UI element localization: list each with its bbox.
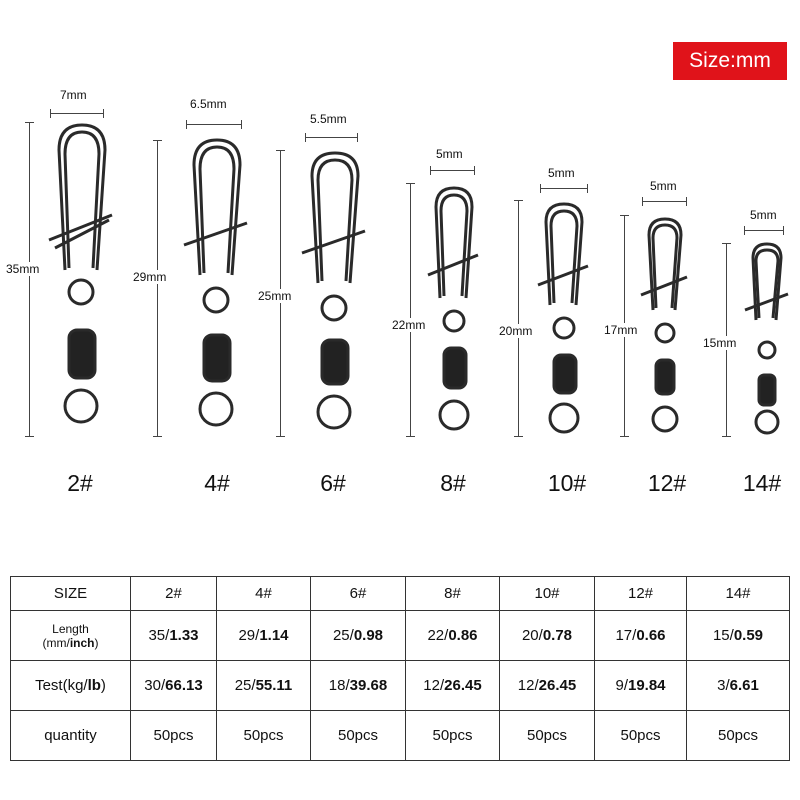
table-header-row — [11, 577, 790, 611]
size-label-4: 4# — [204, 470, 230, 496]
table-header-cell: 8# — [406, 577, 500, 611]
length-label-2: 35mm — [6, 262, 40, 276]
length-label-12: 17mm — [604, 323, 638, 337]
length-label-4: 29mm — [133, 270, 167, 284]
length-unit-suffix: ) — [94, 635, 99, 650]
table-header-cell: 14# — [687, 577, 790, 611]
width-dimension-line — [744, 230, 784, 231]
length-cell: 15/0.59 — [687, 611, 790, 661]
swivel-icon-8 — [420, 183, 490, 438]
test-cell: 25/55.11 — [217, 661, 311, 711]
length-dimension-line — [410, 183, 411, 437]
table-header-cell: 2# — [131, 577, 217, 611]
width-label-2: 7mm — [60, 88, 87, 102]
swivel-icon-6 — [290, 148, 380, 438]
length-dimension-line — [157, 140, 158, 437]
width-dimension-line — [430, 170, 475, 171]
table-header-cell: 12# — [595, 577, 687, 611]
swivel-icon-4 — [172, 135, 262, 435]
length-label-6: 25mm — [258, 289, 292, 303]
test-cell: 18/39.68 — [311, 661, 406, 711]
length-cell: 25/0.98 — [311, 611, 406, 661]
table-row-quantity — [11, 711, 790, 761]
size-label-10: 10# — [547, 470, 587, 496]
quantity-cell: 50pcs — [595, 711, 687, 761]
table-header-cell: 10# — [500, 577, 595, 611]
length-unit-prefix: (mm/ — [42, 635, 70, 650]
spec-table — [10, 576, 790, 761]
width-label-8: 5mm — [436, 147, 463, 161]
test-cell: 9/19.84 — [595, 661, 687, 711]
quantity-cell: 50pcs — [131, 711, 217, 761]
width-label-14: 5mm — [750, 208, 777, 222]
width-label-10: 5mm — [548, 166, 575, 180]
unit-badge: Size:mm — [673, 42, 787, 80]
length-cell: 17/0.66 — [595, 611, 687, 661]
width-label-4: 6.5mm — [190, 97, 227, 111]
width-dimension-line — [305, 137, 358, 138]
swivel-icon-2 — [37, 120, 127, 440]
size-label-8: 8# — [440, 470, 466, 496]
length-label-8: 22mm — [392, 318, 426, 332]
width-dimension-line — [186, 124, 242, 125]
swivel-icon-14 — [740, 240, 795, 440]
quantity-cell: 50pcs — [406, 711, 500, 761]
table-header-cell: SIZE — [11, 577, 131, 611]
width-dimension-line — [642, 201, 687, 202]
row-label-test: Test(kg/lb) — [11, 661, 131, 711]
quantity-cell: 50pcs — [687, 711, 790, 761]
table-header-cell: 4# — [217, 577, 311, 611]
quantity-cell: 50pcs — [217, 711, 311, 761]
size-label-2: 2# — [67, 470, 93, 496]
length-cell: 29/1.14 — [217, 611, 311, 661]
quantity-cell: 50pcs — [500, 711, 595, 761]
quantity-cell: 50pcs — [311, 711, 406, 761]
table-header-cell: 6# — [311, 577, 406, 611]
table-row-length — [11, 611, 790, 661]
width-dimension-line — [50, 113, 104, 114]
width-dimension-line — [540, 188, 588, 189]
length-unit-bold: inch — [69, 635, 95, 650]
swivel-icon-12 — [635, 215, 695, 440]
length-label: Length — [52, 621, 89, 636]
row-label-quantity: quantity — [11, 711, 131, 761]
test-cell: 12/26.45 — [500, 661, 595, 711]
test-cell: 30/66.13 — [131, 661, 217, 711]
size-label-14: 14# — [742, 470, 782, 496]
length-cell: 22/0.86 — [406, 611, 500, 661]
length-cell: 20/0.78 — [500, 611, 595, 661]
width-label-6: 5.5mm — [310, 112, 347, 126]
row-label-length — [11, 611, 131, 661]
length-label-10: 20mm — [499, 324, 533, 338]
test-cell: 3/6.61 — [687, 661, 790, 711]
table-row-test — [11, 661, 790, 711]
size-label-6: 6# — [320, 470, 346, 496]
length-dimension-line — [29, 122, 30, 437]
size-label-12: 12# — [647, 470, 687, 496]
test-cell: 12/26.45 — [406, 661, 500, 711]
swivel-icon-10 — [530, 200, 600, 440]
length-label-14: 15mm — [703, 336, 737, 350]
width-label-12: 5mm — [650, 179, 677, 193]
length-dimension-line — [518, 200, 519, 437]
length-cell: 35/1.33 — [131, 611, 217, 661]
